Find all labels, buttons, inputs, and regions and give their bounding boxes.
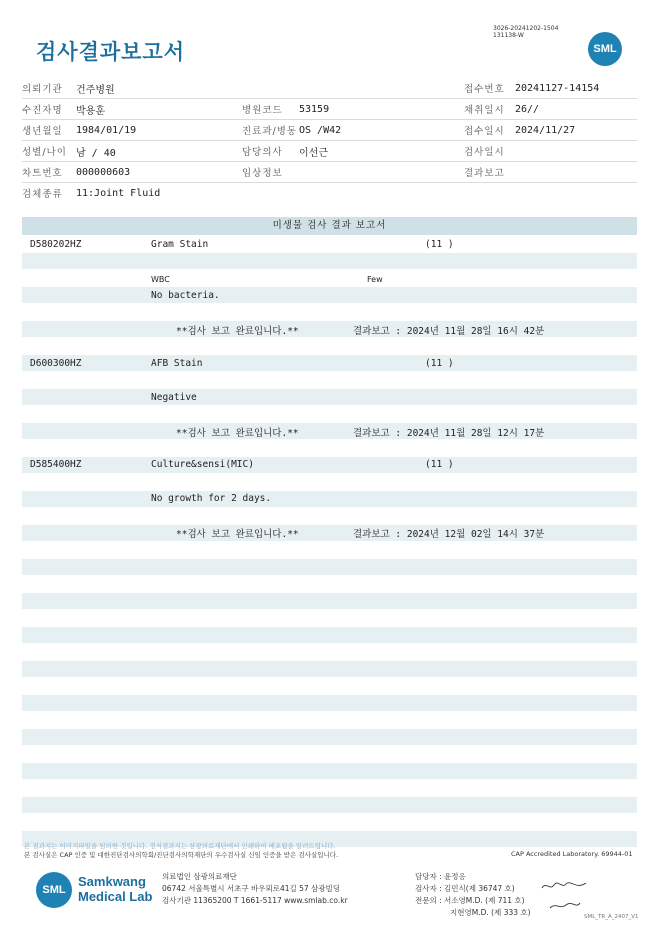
birth-date-label: 생년월일: [22, 120, 76, 141]
page-title: 검사결과보고서: [36, 40, 186, 64]
staff-examiner: 검사자 : 김민식(제 36747 호): [415, 884, 515, 893]
sex-age-label: 성별/나이: [22, 141, 76, 162]
accreditation-notice: 본 검사실은 CAP 인증 및 대한진단검사의학회/진단검사의학재단의 우수검사실 신임 인증을 받은 검사실입니다.: [24, 851, 339, 859]
barcode-line-2: 131138-W: [493, 32, 524, 39]
chart-no-value: 000000603: [76, 162, 242, 183]
staff-manager: 담당자 : 윤정응: [415, 872, 466, 881]
company-name-line-1: Samkwang: [78, 874, 146, 889]
clinical-info-label: 임상정보: [242, 162, 299, 183]
form-number: SML_TR_A_2407_V1: [584, 914, 639, 920]
barcode-line-1: 3026-20241202-1504: [493, 25, 559, 32]
result-section-title: 미생물 검사 결과 보고서: [22, 217, 637, 235]
patient-name-value: 박용훈: [76, 99, 242, 120]
company-address: [162, 871, 348, 907]
dept-label: 진료과/병동: [242, 120, 299, 141]
patient-name-label: 수진자명: [22, 99, 76, 120]
staff-specialist-2: 지현영M.D. (제 333 호): [450, 908, 531, 917]
report-time: 결과보고 : 2024년 11월 28일 12시 17분: [353, 428, 545, 439]
test-specimen: (11 ): [425, 239, 454, 250]
report-complete-text: **검사 보고 완료입니다.**: [176, 326, 299, 337]
test-code: D580202HZ: [30, 239, 82, 250]
patient-info-table: [22, 78, 637, 203]
specimen-label: 검체종류: [22, 189, 63, 200]
test-specimen: (11 ): [425, 459, 454, 470]
chart-no-label: 차트번호: [22, 162, 76, 183]
collect-date-value: 26//: [515, 99, 637, 120]
test-finding: No bacteria.: [151, 290, 220, 301]
cap-accreditation: CAP Accredited Laboratory. 69944-01: [511, 850, 633, 858]
request-org-value: 건주병원: [76, 78, 242, 99]
wbc-value: Few: [367, 275, 383, 284]
test-name: Culture&sensi(MIC): [151, 459, 254, 470]
samkwang-logo: SML: [36, 872, 72, 908]
report-complete-text: **검사 보고 완료입니다.**: [176, 428, 299, 439]
company-name: [78, 874, 152, 904]
image-notice: 본 결과지는 이미지파일을 임의한 것입니다. 정식결과지는 삼광의료재단에서 인쇄하여 배포됨을 알려드립니다.: [24, 842, 336, 850]
examiner-signature: [540, 878, 588, 897]
sml-logo: SML: [588, 32, 622, 66]
exam-date-label: 검사일시: [464, 141, 515, 162]
barcode-text: [493, 25, 558, 39]
exam-date-value: [515, 141, 637, 162]
receipt-date-value: 2024/11/27: [515, 120, 637, 141]
birth-date-value: 1984/01/19: [76, 120, 242, 141]
address-line-3: 검사기관 11365200 T 1661-5117 www.smlab.co.kr: [162, 896, 348, 905]
hospital-code-label: 병원코드: [242, 99, 299, 120]
address-line-1: 의료법인 삼광의료재단: [162, 872, 237, 881]
receipt-date-label: 접수일시: [464, 120, 515, 141]
staff-list: [415, 871, 531, 919]
company-name-line-2: Medical Lab: [78, 889, 153, 904]
address-line-2: 06742 서울특별시 서초구 바우뫼로41길 57 삼광빌딩: [162, 884, 341, 893]
report-time: 결과보고 : 2024년 12월 02일 14시 37분: [353, 529, 545, 540]
specimen-value: 11:Joint Fluid: [76, 187, 161, 199]
dept-value: OS /W42: [299, 120, 464, 141]
specialist-signature: [548, 897, 582, 916]
test-code: D600300HZ: [30, 358, 82, 369]
receipt-no-label: 접수번호: [464, 78, 515, 99]
report-value: [515, 162, 637, 183]
doctor-value: 이선근: [299, 141, 464, 162]
report-label: 결과보고: [464, 162, 515, 183]
request-org-label: 의뢰기관: [22, 78, 76, 99]
test-finding: Negative: [151, 392, 197, 403]
report-complete-text: **검사 보고 완료입니다.**: [176, 529, 299, 540]
test-specimen: (11 ): [425, 358, 454, 369]
wbc-label: WBC: [151, 275, 170, 284]
test-finding: No growth for 2 days.: [151, 493, 272, 504]
clinical-info-value: [299, 162, 464, 183]
hospital-code-value: 53159: [299, 99, 464, 120]
staff-specialist-1: 전문의 : 서소영M.D. (제 711 호): [415, 896, 525, 905]
collect-date-label: 채취일시: [464, 99, 515, 120]
test-name: AFB Stain: [151, 358, 203, 369]
receipt-no-value: 20241127-14154: [515, 78, 637, 99]
doctor-label: 담당의사: [242, 141, 299, 162]
test-name: Gram Stain: [151, 239, 209, 250]
report-time: 결과보고 : 2024년 11월 28일 16시 42분: [353, 326, 545, 337]
sex-age-value: 남 / 40: [76, 141, 242, 162]
test-code: D585400HZ: [30, 459, 82, 470]
